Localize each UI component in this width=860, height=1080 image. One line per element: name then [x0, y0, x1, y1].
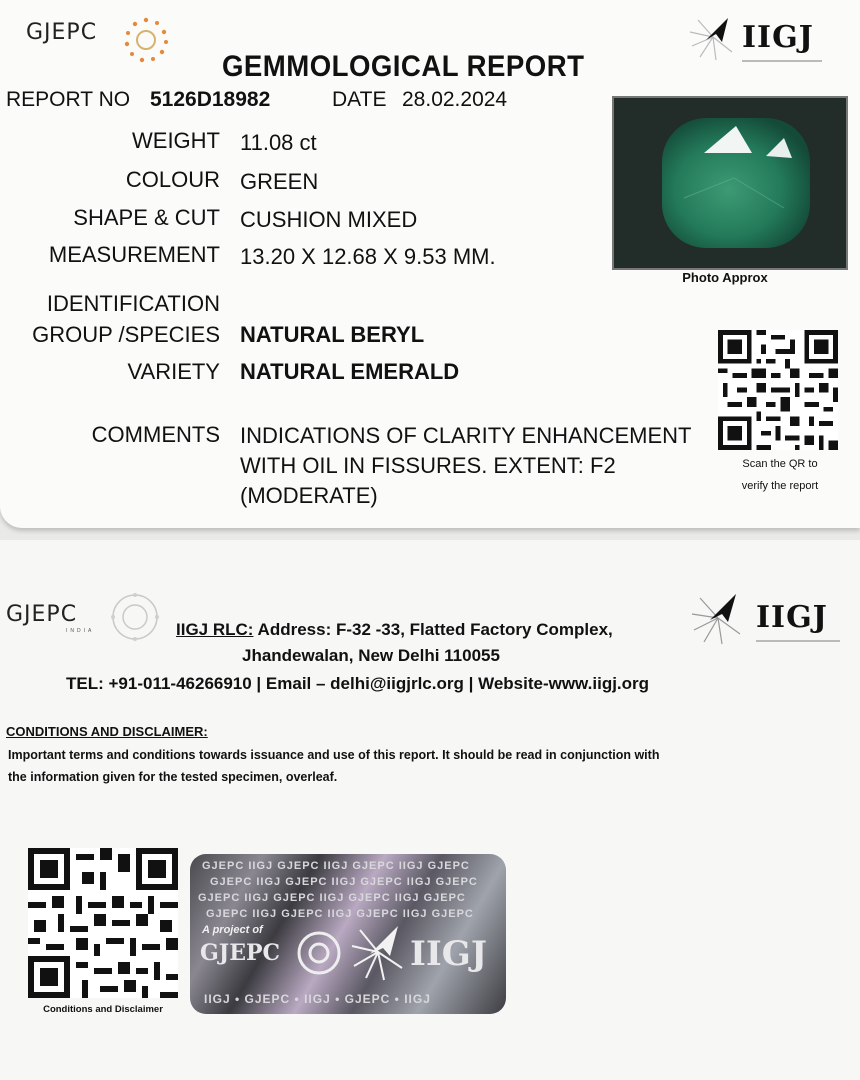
- shape-cut-label: SHAPE & CUT: [73, 205, 220, 230]
- hologram-gjepc-text: GJEPC: [200, 940, 281, 966]
- back-gjepc-logo-sub: INDIA: [66, 628, 95, 634]
- conditions-qr-caption: Conditions and Disclaimer: [43, 1004, 163, 1015]
- hologram-iigj-emblem-icon: [348, 922, 408, 982]
- hologram-bottom-row: IIGJ • GJEPC • IIGJ • GJEPC • IIGJ: [204, 992, 431, 1006]
- conditions-line-1: Important terms and conditions towards issuance and use of this report. It should be read in conjunction with: [8, 748, 660, 762]
- date-value: 28.02.2024: [402, 88, 508, 111]
- group-species-label: GROUP /SPECIES: [32, 322, 220, 347]
- identification-label: IDENTIFICATION: [46, 291, 220, 316]
- address-text: Address: F-32 -33, Flatted Factory Complex,: [253, 620, 613, 639]
- back-gjepc-logo-text: GJEPC: [6, 602, 78, 627]
- qr-caption-line-2: verify the report: [741, 480, 819, 492]
- back-iigj-emblem-icon: [690, 590, 746, 646]
- emerald-gem-icon: [614, 98, 846, 268]
- hologram-iigj-text: IIGJ: [410, 934, 487, 974]
- variety-label: VARIETY: [127, 359, 220, 384]
- back-iigj-logo-underline: [756, 640, 840, 642]
- address-line-2: Jhandewalan, New Delhi 110055: [242, 646, 500, 665]
- date-label: DATE: [332, 88, 387, 111]
- gjepc-logo: [26, 20, 97, 45]
- comments-line-2: WITH OIL IN FISSURES. EXTENT: F2: [240, 453, 616, 478]
- iigj-logo-underline: [742, 60, 822, 62]
- security-hologram: [190, 854, 506, 1014]
- measurement-label: MEASUREMENT: [48, 242, 220, 267]
- report-no-value: 5126D18982: [150, 88, 271, 111]
- conditions-qr-code[interactable]: [28, 848, 178, 998]
- conditions-title: CONDITIONS AND DISCLAIMER:: [6, 724, 208, 739]
- hologram-row-4: GJEPC IIGJ GJEPC IIGJ GJEPC IIGJ GJEPC: [206, 908, 474, 920]
- measurement-value: 13.20 X 12.68 X 9.53 MM.: [240, 244, 496, 269]
- colour-label: COLOUR: [125, 167, 220, 192]
- hologram-row-3: GJEPC IIGJ GJEPC IIGJ GJEPC IIGJ GJEPC: [198, 892, 466, 904]
- back-gjepc-emblem-icon: [108, 590, 162, 644]
- comments-label: COMMENTS: [91, 422, 220, 447]
- photo-caption: Photo Approx: [682, 270, 768, 285]
- gjepc-logo-text: GJEPC: [26, 20, 98, 45]
- comments-line-1: INDICATIONS OF CLARITY ENHANCEMENT: [240, 423, 692, 448]
- hologram-row-1: GJEPC IIGJ GJEPC IIGJ GJEPC IIGJ GJEPC: [202, 860, 470, 872]
- report-no-label: REPORT NO: [6, 88, 131, 111]
- contact-line: TEL: +91-011-46266910 | Email – delhi@iigjrlc.org | Website-www.iigj.org: [66, 674, 650, 693]
- weight-value: 11.08 ct: [240, 130, 317, 155]
- iigj-emblem-icon: [688, 12, 738, 62]
- qr-caption-line-1: Scan the QR to: [742, 458, 818, 470]
- shape-cut-value: CUSHION MIXED: [240, 207, 418, 232]
- report-title: GEMMOLOGICAL REPORT: [222, 50, 585, 83]
- iigj-logo-text: IIGJ: [742, 20, 814, 55]
- conditions-line-2: the information given for the tested specimen, overleaf.: [8, 770, 338, 784]
- address-line-1: [176, 620, 613, 640]
- comments-line-3: (MODERATE): [240, 483, 378, 508]
- variety-value: NATURAL EMERALD: [240, 359, 460, 384]
- hologram-row-2: GJEPC IIGJ GJEPC IIGJ GJEPC IIGJ GJEPC: [210, 876, 478, 888]
- report-back-card: [0, 540, 860, 1080]
- group-species-value: NATURAL BERYL: [240, 322, 425, 347]
- report-front-card: [0, 0, 860, 528]
- hologram-gjepc-emblem-icon: [294, 928, 344, 978]
- hologram-project-text: A project of: [202, 924, 263, 936]
- back-iigj-logo-text: IIGJ: [756, 600, 828, 635]
- gemstone-photo: [612, 96, 848, 270]
- address-label: IIGJ RLC:: [176, 620, 254, 639]
- weight-label: WEIGHT: [132, 128, 220, 153]
- colour-value: GREEN: [240, 169, 319, 194]
- gjepc-emblem-icon: [120, 14, 172, 66]
- verify-qr-code[interactable]: [718, 330, 838, 450]
